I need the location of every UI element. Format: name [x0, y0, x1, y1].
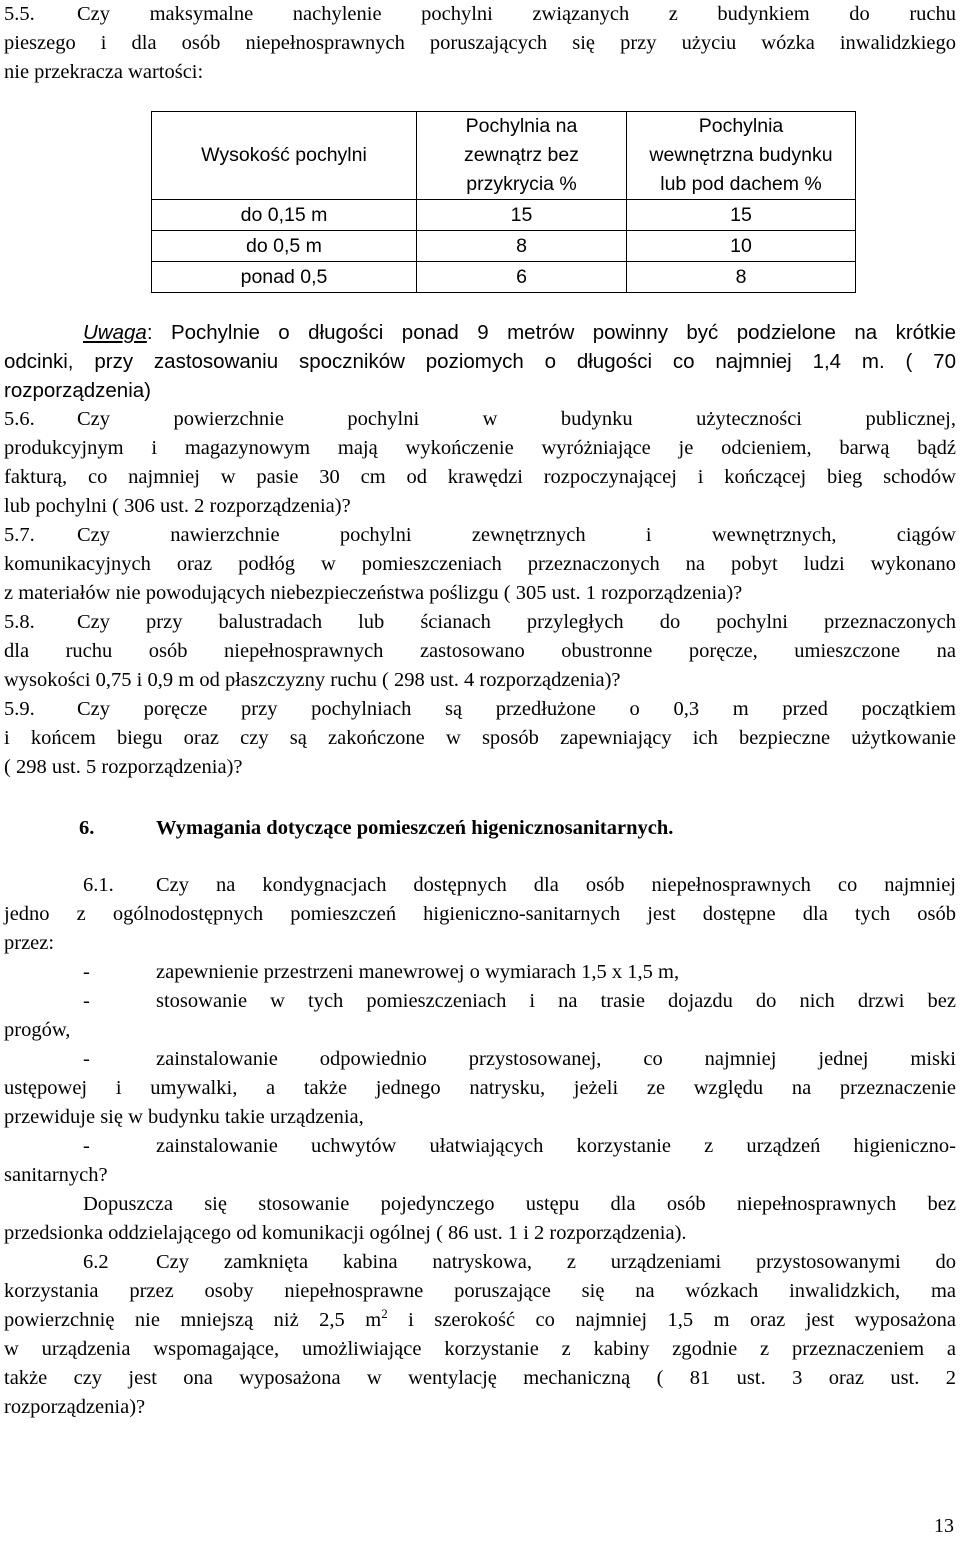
section-5-9-line2: i końcem biegu oraz czy są zakończone w sposób zapewniający ich bezpieczne użytkowanie	[4, 727, 956, 749]
section-5-8-line2: dla ruchu osób niepełnosprawnych zastosowano obustronne poręcze, umieszczone na	[4, 640, 956, 662]
section-5-5	[4, 0, 956, 87]
list-item-continuation: sanitarnych?	[4, 1164, 108, 1186]
table-cell: 6	[417, 262, 627, 293]
section-6-1-line1: 6.1. Czy na kondygnacjach dostępnych dla osób niepełnosprawnych co najmniej	[4, 871, 956, 900]
section-5-6-line4: lub pochylni ( 306 ust. 2 rozporządzenia)?	[4, 495, 351, 517]
table-row	[152, 262, 856, 293]
section-5-7-line2: komunikacyjnych oraz podłóg w pomieszczeniach przeznaczonych na pobyt ludzi wykonano	[4, 553, 956, 575]
table-cell: 8	[627, 262, 856, 293]
list-item: - zainstalowanie uchwytów ułatwiających korzystanie z urządzeń higieniczno-	[83, 1135, 956, 1157]
table-cell: 10	[627, 231, 856, 262]
table-row	[152, 200, 856, 231]
note-uwaga-line1: Uwaga: Pochylnie o długości ponad 9 metrów powinny być podzielone na krótkie	[83, 321, 956, 344]
table-cell: 8	[417, 231, 627, 262]
slope-table	[151, 111, 856, 293]
section-number: 6.1.	[83, 874, 114, 896]
section-5-5-line2: pieszego i dla osób niepełnosprawnych poruszających się przy użyciu wózka inwalidzkiego	[4, 32, 956, 54]
list-item: - zainstalowanie odpowiednio przystosowanej, co najmniej jednej miski	[83, 1048, 956, 1070]
table-header-cell: Wysokość pochylni	[152, 112, 417, 200]
note-uwaga-line3: rozporządzenia)	[4, 379, 151, 402]
section-5-5-line1: 5.5. Czy maksymalne nachylenie pochylni związanych z budynkiem do ruchu	[4, 0, 956, 29]
section-6-2-line6: rozporządzenia)?	[4, 1396, 146, 1418]
table-cell: 15	[627, 200, 856, 231]
list-item: - stosowanie w tych pomieszczeniach i na trasie dojazdu do nich drzwi bez	[83, 990, 956, 1012]
section-6-2-line5: także czy jest ona wyposażona w wentylację mechaniczną ( 81 ust. 3 oraz ust. 2	[4, 1367, 956, 1389]
section-title: Wymagania dotyczące pomieszczeń higenicznosanitarnych.	[156, 817, 674, 839]
table-cell: do 0,5 m	[152, 231, 417, 262]
section-number: 5.5.	[4, 3, 35, 25]
list-item-continuation: przewiduje się w budynku takie urządzenia,	[4, 1106, 364, 1128]
section-5-9-line3: ( 298 ust. 5 rozporządzenia)?	[4, 756, 243, 778]
section-5-6-line2: produkcyjnym i magazynowym mają wykończenie wyróżniające je odcieniem, barwą bądź	[4, 437, 956, 459]
list-item-continuation: ustępowej i umywalki, a także jednego natrysku, jeżeli ze względu na przeznaczenie	[4, 1077, 956, 1099]
section-6-2-line4: w urządzenia wspomagające, umożliwiające korzystanie z kabiny zgodnie z przeznaczeniem a	[4, 1338, 956, 1360]
section-6-1-note-line2: przedsionka oddzielającego od komunikacji ogólnej ( 86 ust. 1 i 2 rozporządzenia).	[4, 1222, 687, 1244]
table-cell: do 0,15 m	[152, 200, 417, 231]
note-uwaga-line2: odcinki, przy zastosowaniu spoczników poziomych o długości co najmniej 1,4 m. ( 70	[4, 350, 956, 373]
table-header-cell: Pochylnia wewnętrzna budynku lub pod dachem %	[627, 112, 856, 200]
section-5-6-line1: 5.6. Czy powierzchnie pochylni w budynku użyteczności publicznej,	[4, 405, 956, 434]
section-number: 5.6.	[4, 408, 35, 430]
section-5-5-line3: nie przekracza wartości:	[4, 61, 204, 83]
section-6-1-line2: jedno z ogólnodostępnych pomieszczeń higieniczno-sanitarnych jest dostępne dla tych osób	[4, 903, 956, 925]
section-6-body	[4, 871, 956, 1422]
section-number: 5.8.	[4, 611, 35, 633]
table-row	[152, 231, 856, 262]
section-5-8-line1: 5.8. Czy przy balustradach lub ścianach przyległych do pochylni przeznaczonych	[4, 608, 956, 637]
table-header-row	[152, 112, 856, 200]
section-number: 6.2	[83, 1251, 109, 1273]
document-body	[4, 318, 956, 836]
section-6-2-line3: powierzchnię nie mniejszą niż 2,5 $m^2$ i szerokość co najmniej 1,5 m oraz jest wyposażona	[4, 1306, 956, 1331]
section-6-heading-block	[79, 814, 673, 843]
section-number: 5.9.	[4, 698, 35, 720]
table-cell: ponad 0,5	[152, 262, 417, 293]
page-number: 13	[934, 1515, 954, 1537]
table-header-cell: Pochylnia na zewnątrz bez przykrycia %	[417, 112, 627, 200]
section-5-8-line3: wysokości 0,75 i 0,9 m od płaszczyzny ruchu ( 298 ust. 4 rozporządzenia)?	[4, 669, 621, 691]
section-5-7-line3: z materiałów nie powodujących niebezpieczeństwa poślizgu ( 305 ust. 1 rozporządzenia)?	[4, 582, 743, 604]
list-item: - zapewnienie przestrzeni manewrowej o wymiarach 1,5 x 1,5 m,	[83, 961, 680, 983]
section-6-2-line1: 6.2 Czy zamknięta kabina natryskowa, z urządzeniami przystosowanymi do	[4, 1248, 956, 1277]
table-cell: 15	[417, 200, 627, 231]
section-5-7-line1: 5.7. Czy nawierzchnie pochylni zewnętrznych i wewnętrznych, ciągów	[4, 521, 956, 550]
section-number: 5.7.	[4, 524, 35, 546]
section-number: 6.	[79, 817, 95, 839]
section-6-1-line3: przez:	[4, 932, 55, 954]
list-item-continuation: progów,	[4, 1019, 71, 1041]
section-6-1-note-line1: Dopuszcza się stosowanie pojedynczego ustępu dla osób niepełnosprawnych bez	[83, 1193, 956, 1215]
section-5-9-line1: 5.9. Czy poręcze przy pochylniach są przedłużone o 0,3 m przed początkiem	[4, 695, 956, 724]
section-5-6-line3: fakturą, co najmniej w pasie 30 cm od krawędzi rozpoczynającej i kończącej bieg schodów	[4, 466, 956, 488]
section-6-2-line2: korzystania przez osoby niepełnosprawne poruszające się na wózkach inwalidzkich, ma	[4, 1280, 956, 1302]
